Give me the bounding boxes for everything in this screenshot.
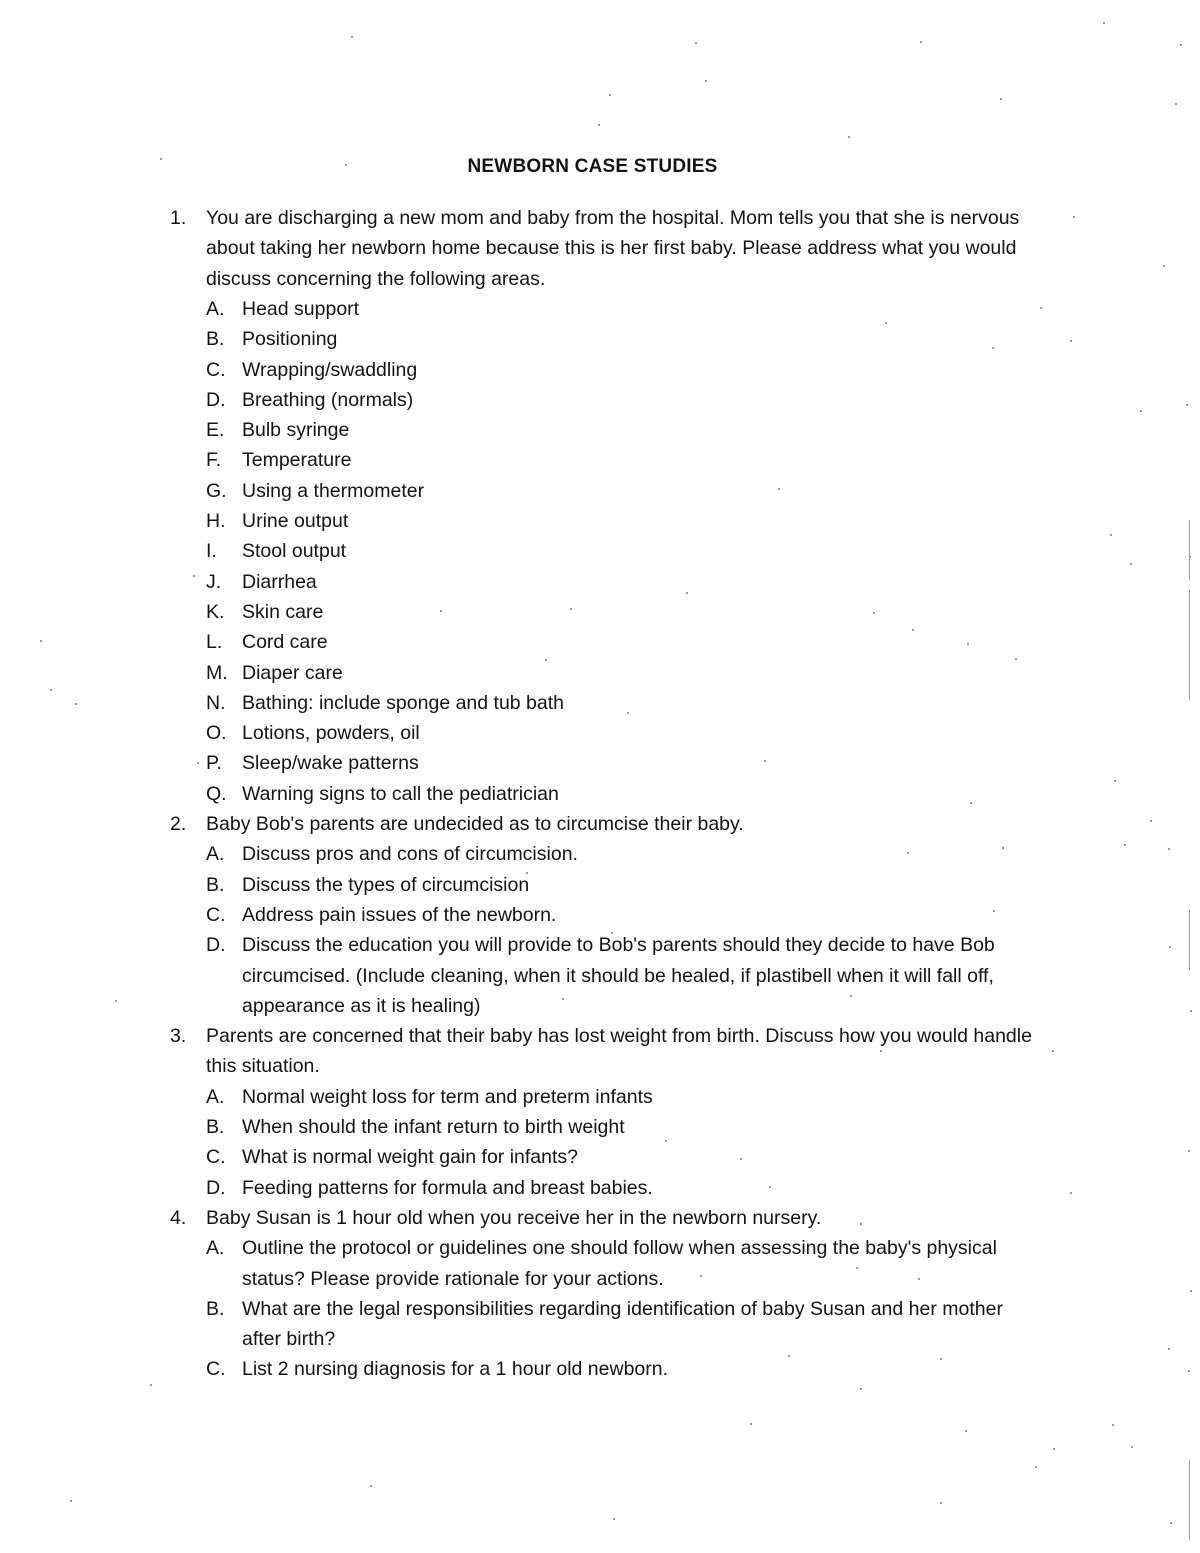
scan-speck <box>1112 1424 1114 1426</box>
scan-speck <box>613 1518 615 1520</box>
question-text-line: You are discharging a new mom and baby from the hospital. Mom tells you that she is nervous <box>206 207 1020 229</box>
sub-item-text-line: Urine output <box>242 510 349 532</box>
scan-speck <box>1180 44 1182 46</box>
question-number: 2. <box>170 813 187 835</box>
scan-speck <box>1110 534 1112 536</box>
sub-item-text-line: Positioning <box>242 328 338 351</box>
sub-item-text-line: Skin care <box>242 600 324 623</box>
scan-speck <box>764 760 766 762</box>
scan-speck <box>967 643 969 645</box>
scan-speck <box>370 1485 372 1487</box>
scan-speck <box>627 712 629 714</box>
scan-speck <box>1190 1290 1192 1292</box>
question-text-line: about taking her newborn home because this is her first baby. Please address what you would <box>206 237 1017 260</box>
sub-item-letter: G. <box>206 479 227 502</box>
scan-speck <box>1000 98 1002 100</box>
scan-speck <box>526 872 528 874</box>
scan-speck <box>856 1267 858 1269</box>
scan-speck <box>1170 1522 1172 1524</box>
scan-speck <box>562 998 564 1000</box>
scan-speck <box>1169 946 1171 948</box>
sub-item-letter: E. <box>206 419 225 442</box>
sub-item-text-line: Head support <box>242 297 360 320</box>
scan-speck <box>965 1430 967 1432</box>
sub-item-letter: P. <box>206 752 222 775</box>
sub-item-text-line: What is normal weight gain for infants? <box>242 1146 578 1169</box>
scan-speck <box>193 575 195 577</box>
sub-item-letter: N. <box>206 691 226 714</box>
sub-item-letter: L. <box>206 631 223 654</box>
scan-speck <box>1140 410 1142 412</box>
question-text-line: Parents are concerned that their baby has lost weight from birth. Discuss how you would handle <box>206 1025 1032 1048</box>
scan-speck <box>860 1223 862 1225</box>
scan-speck <box>345 164 347 166</box>
sub-item-text-line: status? Please provide rationale for your actions. <box>242 1267 664 1290</box>
scan-speck <box>665 1140 667 1142</box>
scan-speck <box>740 1158 742 1160</box>
sub-item-letter: D. <box>206 1176 226 1199</box>
scan-speck <box>1114 780 1116 782</box>
sub-item-text-line: When should the infant return to birth weight <box>242 1116 625 1138</box>
sub-item-text-line: Using a thermometer <box>242 479 425 502</box>
scan-speck <box>912 629 914 631</box>
sub-item-letter: B. <box>206 1297 225 1320</box>
scan-speck <box>880 1050 882 1052</box>
question-number: 1. <box>170 207 187 229</box>
sub-item-text-line: Cord care <box>242 631 328 654</box>
scan-speck <box>1070 340 1072 342</box>
scan-speck <box>1163 265 1165 267</box>
scan-edge-mark <box>1189 1460 1190 1540</box>
sub-item-text-line: Temperature <box>242 449 352 472</box>
scan-speck <box>970 802 972 804</box>
scan-edge-mark <box>1189 910 1190 970</box>
scan-speck <box>545 659 547 661</box>
sub-item-letter: C. <box>206 358 226 381</box>
scan-speck <box>750 1423 752 1425</box>
sub-item-letter: C. <box>206 1358 226 1381</box>
sub-item-text-line: Address pain issues of the newborn. <box>242 903 557 926</box>
question-text-line: this situation. <box>206 1055 320 1078</box>
scan-speck <box>1124 844 1126 846</box>
scan-speck <box>1168 1348 1170 1350</box>
question-text-line: Baby Susan is 1 hour old when you receive her in the newborn nursery. <box>206 1206 822 1229</box>
sub-item-text-line: after birth? <box>242 1328 336 1351</box>
scan-speck <box>75 703 77 705</box>
question-text-line: discuss concerning the following areas. <box>206 267 546 290</box>
scan-speck <box>197 762 199 764</box>
sub-item-letter: I. <box>206 540 217 563</box>
sub-item-letter: C. <box>206 903 226 926</box>
scan-speck <box>1040 307 1042 309</box>
scan-speck <box>1188 1150 1190 1152</box>
scan-speck <box>611 932 613 934</box>
sub-item-text-line: Diaper care <box>242 661 343 684</box>
scan-speck <box>940 1502 942 1504</box>
sub-item-letter: B. <box>206 328 225 351</box>
sub-item-letter: D. <box>206 388 226 411</box>
sub-item-letter: A. <box>206 297 225 320</box>
scan-speck <box>1053 1448 1055 1450</box>
scan-speck <box>700 1275 702 1277</box>
scan-speck <box>351 36 353 38</box>
sub-item-letter: B. <box>206 1116 225 1138</box>
scan-speck <box>885 322 887 324</box>
sub-item-text-line: Wrapping/swaddling <box>242 358 418 381</box>
sub-item-text-line: Feeding patterns for formula and breast babies. <box>242 1176 653 1199</box>
scan-speck <box>788 1355 790 1357</box>
sub-item-text-line: Breathing (normals) <box>242 388 414 411</box>
scan-speck <box>1188 1370 1190 1372</box>
sub-item-text-line: Outline the protocol or guidelines one should follow when assessing the baby's physical <box>242 1237 997 1260</box>
scan-speck <box>940 1358 942 1360</box>
page-title: NEWBORN CASE STUDIES <box>467 156 718 177</box>
scan-speck <box>1070 1192 1072 1194</box>
scan-speck <box>598 124 600 126</box>
scan-speck <box>705 80 707 82</box>
sub-item-letter: A. <box>206 1085 225 1108</box>
scan-speck <box>993 910 995 912</box>
sub-item-text-line: Stool output <box>242 540 347 563</box>
sub-item-letter: M. <box>206 661 228 684</box>
scan-speck <box>1150 820 1152 822</box>
scan-speck <box>907 852 909 854</box>
sub-item-letter: B. <box>206 873 225 896</box>
scan-speck <box>40 640 42 642</box>
sub-item-text-line: Discuss pros and cons of circumcision. <box>242 843 578 866</box>
scan-speck <box>1131 1446 1133 1448</box>
sub-item-text-line: Bathing: include sponge and tub bath <box>242 691 565 714</box>
scan-speck <box>50 689 52 691</box>
scan-speck <box>115 1000 117 1002</box>
sub-item-letter: C. <box>206 1146 226 1169</box>
sub-item-text-line: Sleep/wake patterns <box>242 752 419 775</box>
scan-speck <box>440 610 442 612</box>
sub-item-text-line: List 2 nursing diagnosis for a 1 hour old newborn. <box>242 1358 669 1381</box>
sub-item-text-line: Normal weight loss for term and preterm infants <box>242 1085 653 1108</box>
sub-item-letter: J. <box>206 570 222 593</box>
scan-speck <box>769 1186 771 1188</box>
sub-item-letter: Q. <box>206 782 227 805</box>
scan-speck <box>160 158 162 160</box>
scan-speck <box>860 1388 862 1390</box>
scan-speck <box>695 42 697 44</box>
scan-speck <box>1002 847 1004 849</box>
scan-speck <box>1052 1050 1054 1052</box>
scan-speck <box>70 1500 72 1502</box>
scan-speck <box>570 608 572 610</box>
sub-item-text-line: appearance as it is healing) <box>242 994 481 1017</box>
sub-item-text-line: Bulb syringe <box>242 419 350 442</box>
scan-speck <box>850 995 852 997</box>
scan-speck <box>1073 216 1075 218</box>
sub-item-letter: F. <box>206 449 222 472</box>
question-text-line: Baby Bob's parents are undecided as to circumcise their baby. <box>206 813 744 835</box>
sub-item-text-line: circumcised. (Include cleaning, when it should be healed, if plastibell when it will fall off, <box>242 964 994 987</box>
sub-item-letter: K. <box>206 600 225 623</box>
scan-speck <box>686 592 688 594</box>
question-number: 4. <box>170 1206 187 1229</box>
sub-item-letter: O. <box>206 722 227 745</box>
scan-speck <box>1190 1010 1192 1012</box>
scan-speck <box>848 136 850 138</box>
sub-item-text-line: What are the legal responsibilities regarding identification of baby Susan and her mother <box>242 1297 1003 1320</box>
scan-speck <box>1130 563 1132 565</box>
sub-item-text-line: Discuss the types of circumcision <box>242 873 530 896</box>
sub-item-letter: A. <box>206 1237 225 1260</box>
sub-item-text-line: Diarrhea <box>242 570 317 593</box>
sub-item-text-line: Discuss the education you will provide to Bob's parents should they decide to have Bob <box>242 934 995 957</box>
scan-edge-mark <box>1189 590 1190 700</box>
scan-speck <box>778 488 780 490</box>
question-number: 3. <box>170 1025 187 1048</box>
sub-item-text-line: Warning signs to call the pediatrician <box>242 782 559 805</box>
scan-speck <box>920 41 922 43</box>
scan-speck <box>918 1278 920 1280</box>
sub-item-letter: H. <box>206 510 226 532</box>
sub-item-letter: D. <box>206 934 226 957</box>
scan-speck <box>873 612 875 614</box>
scan-edge-mark <box>1189 520 1190 580</box>
scan-speck <box>1168 848 1170 850</box>
scan-speck <box>150 1384 152 1386</box>
sub-item-text-line: Lotions, powders, oil <box>242 722 420 745</box>
scan-speck <box>1103 22 1105 24</box>
scan-speck <box>1035 1466 1037 1468</box>
scan-speck <box>1175 103 1177 105</box>
sub-item-letter: A. <box>206 843 225 866</box>
scan-speck <box>1186 404 1188 406</box>
scan-speck <box>992 347 994 349</box>
scan-speck <box>1015 658 1017 660</box>
scan-speck <box>609 94 611 96</box>
